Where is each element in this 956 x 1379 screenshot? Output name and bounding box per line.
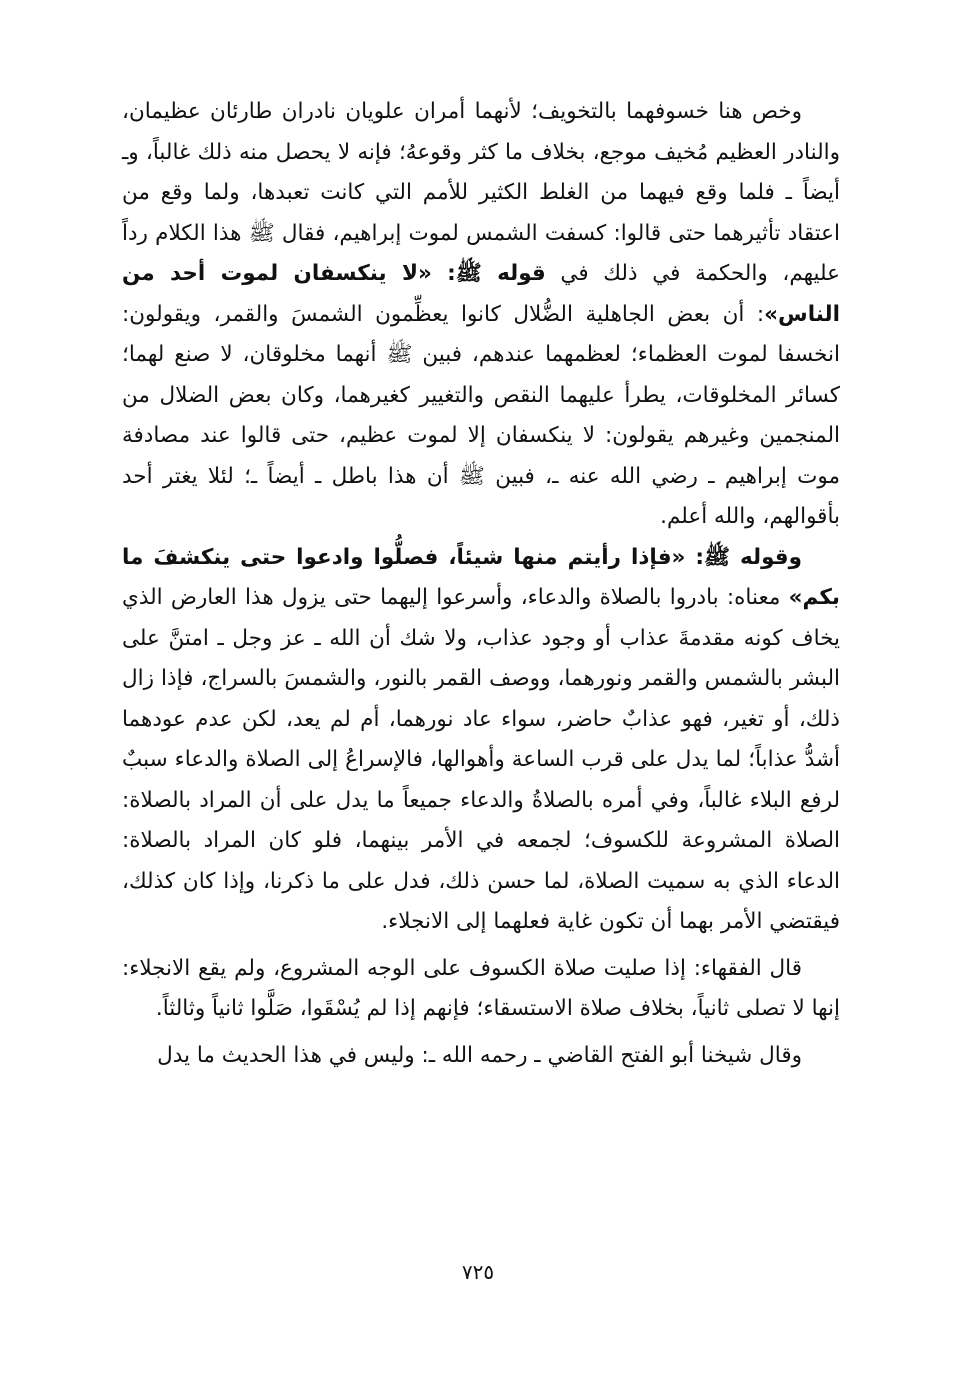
page-number: ٧٢٥ [461,1260,495,1284]
hadith-quote-no-eclipse-for-death: قوله ﷺ: «لا ينكسفان لموت أحد من الناس» [122,261,840,327]
paragraph-2-text: معناه: بادروا بالصلاة والدعاء، وأسرعوا إليهما حتى يزول هذا العارض الذي يخاف كونه مقدمةَ عذاب أو وجود عذاب، ولا شك أن الله ـ عز وجل ـ امتنَّ على البشر بالشمس والقمر ونورهما، ووصف القمر بالنور، والشمسَ بالسراج، فإذا زال ذلك، أو تغير، فهو عذابٌ حاضر، سواء عاد نورهما، أم لم يعد، لكن عدم عودهما أشدُّ عذاباً؛ لما يدل على قرب الساعة وأهوالها، فالإسراعُ إلى الصلاة والدعاء سببٌ لرفع البلاء غالباً، وفي أمره بالصلاةُ والدعاء جميعاً ما يدل على أن المراد بالصلاة: الصلاة المشروعة للكسوف؛ لجمعه في الأمر بينهما، فلو كان المراد بالصلاة: الدعاء الذي به سميت الصلاة، لما حسن ذلك، فدل على ما ذكرنا، وإذا كان كذلك، فيقتضي الأمر بهما أن تكون غاية فعلهما إلى الانجلاء. [122,585,840,934]
paragraph-3-text: قال الفقهاء: إذا صليت صلاة الكسوف على الوجه المشروع، ولم يقع الانجلاء: إنها لا تصلى ثانياً، بخلاف صلاة الاستسقاء؛ فإنهم إذا لم يُسْقَوا، صَلَّوا ثانياً وثالثاً. [122,955,840,1021]
paragraph-4-text: وقال شيخنا أبو الفتح القاضي ـ رحمه الله ـ: وليس في هذا الحديث ما يدل [157,1042,802,1068]
paragraph-eclipse-explanation [122,92,840,538]
paragraph-1-text-2: : أن بعض الجاهلية الضُّلال كانوا يعظِّمون الشمسَ والقمر، ويقولون: انخسفا لموت العظماء؛ لعظمهما عندهم، فبين ﷺ أنهما مخلوقان، لا صنع لهما؛ كسائر المخلوقات، يطرأ عليهما النقص والتغيير كغيرهما، وكان بعض الضلال من المنجمين وغيرهم يقولون: لا ينكسفان إلا لموت عظيم، حتى قالوا عند مصادفة موت إبراهيم ـ رضي الله عنه ـ، فبين ﷺ أن هذا باطل ـ أيضاً ـ؛ لئلا يغتر أحد بأقوالهم، والله أعلم. [122,301,840,529]
hadith-quote-pray-and-supplicate: وقوله ﷺ: «فإذا رأيتم منها شيئاً، فصلُّوا وادعوا حتى ينكشفَ ما بكم» [122,544,840,610]
paragraph-prayer-command [122,538,840,943]
paragraph-jurists-opinion [122,949,840,1030]
paragraph-shaykh-statement [122,1036,840,1077]
body-text [122,92,840,1076]
paragraph-1-text-1: وخص هنا خسوفهما بالتخويف؛ لأنهما أمران علويان نادران طارئان عظيمان، والنادر العظيم مُخيف موجع، بخلاف ما كثر وقوعهُ؛ فإنه لا يحصل منه ذلك غالباً، وـ أيضاً ـ فلما وقع فيهما من الغلط الكثير للأمم التي كانت تعبدها، ولما وقع من اعتقاد تأثيرهما حتى قالوا: كسفت الشمس لموت إبراهيم، فقال ﷺ هذا الكلام رداً عليهم، والحكمة في ذلك في [122,99,840,286]
